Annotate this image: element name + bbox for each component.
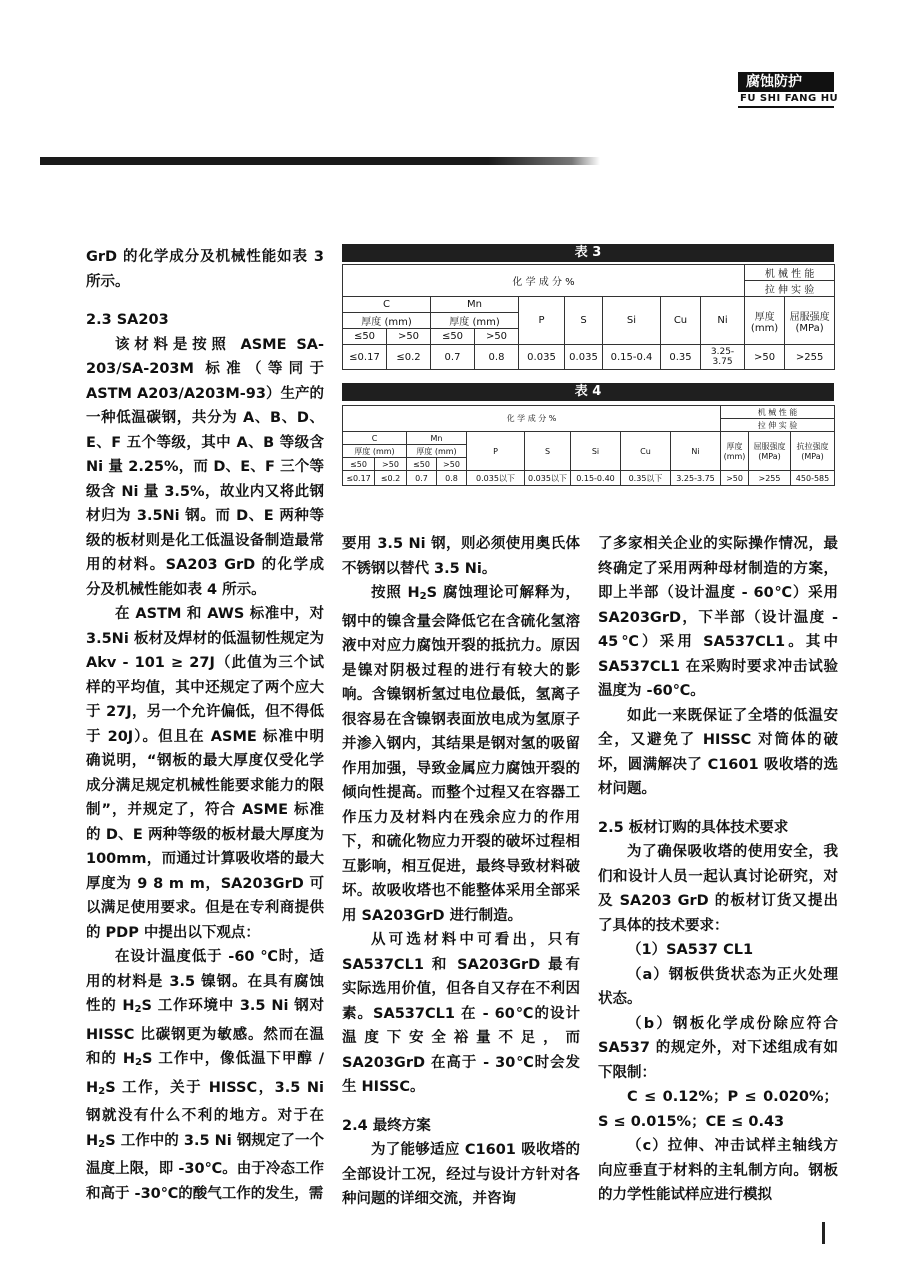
table-cell: >255 [749, 471, 791, 486]
table-row [343, 345, 835, 370]
table-header: Ni [671, 432, 721, 471]
table-cell: >50 [721, 471, 749, 486]
table-cell: 0.15-0.4 [603, 345, 661, 370]
paragraph: 如此一来既保证了全塔的低温安全，又避免了 HISSC 对筒体的破坏，圆满解决了 C1601 吸收塔的选材问题。 [598, 707, 838, 797]
table-header: >50 [475, 329, 519, 345]
table-3-title: 表 3 [342, 244, 834, 262]
table-4-title: 表 4 [342, 383, 834, 401]
table-cell: 0.035以下 [467, 471, 525, 486]
table-header: 厚度 (mm) [431, 313, 519, 329]
header-rule [40, 157, 600, 165]
section-heading-2-4: 2.4 最终方案 [342, 1117, 431, 1134]
section-heading-2-3: 2.3 SA203 [86, 312, 169, 328]
paragraph: 在 ASTM 和 AWS 标准中，对 3.5Ni 板材及焊材的低温韧性规定为 Akv - 101 ≥ 27J（此值为三个试样的平均值，其中还规定了两个应大于 27J，另一个允许偏低，但不得低于 20J）。但且在 ASME 标准中明确说明，“钢板的最大厚度仅受化学成分满足规定机械性能要求能力的限制”，并规定了，符合 ASME 标准的 D、E 两种等级的板材最大厚度为 100mm，而通过计算吸收塔的最大厚度为 9 8 m m，SA203GrD 可以满足使用要求。但是在专利商提供的 PDP 中提出以下观点： [86, 606, 324, 941]
table-cell: 3.25-3.75 [671, 471, 721, 486]
table-header: P [519, 297, 565, 345]
table-header: 拉 伸 实 验 [721, 419, 835, 432]
table-header: 拉 伸 实 验 [745, 281, 835, 297]
table-cell: ≤0.2 [375, 471, 407, 486]
table-header: 屈服强度 (MPa) [749, 432, 791, 471]
table-header: Si [603, 297, 661, 345]
table-header: Si [571, 432, 621, 471]
table-cell: 0.7 [431, 345, 475, 370]
table-cell: 0.035以下 [525, 471, 571, 486]
table-header: 厚度 (mm) [745, 297, 785, 345]
table-cell: 3.25-3.75 [701, 345, 745, 370]
table-header: >50 [437, 458, 467, 471]
column-left [86, 245, 324, 1206]
page-marker [822, 1222, 825, 1244]
table-cell: ≤0.2 [387, 345, 431, 370]
table-header: 抗拉强度 (MPa) [791, 432, 835, 471]
table-4 [342, 405, 835, 486]
paragraph: 从可选材料中可看出，只有 SA537CL1 和 SA203GrD 最有实际选用价值，但各自又存在不利因素。SA537CL1 在 - 60℃的设计温度下安全裕量不足，而 SA203GrD 在高于 - 30℃时会发生 HISSC。 [342, 932, 580, 1096]
table-header: 厚度 (mm) [343, 313, 431, 329]
column-right [598, 532, 838, 1208]
paragraph: （1）SA537 CL1 [627, 942, 754, 958]
table-cell: 0.35 [661, 345, 701, 370]
paragraph: （c）拉伸、冲击试样主轴线方向应垂直于材料的主轧制方向。钢板的力学性能试样应进行模拟 [598, 1138, 838, 1203]
section-heading-2-5: 2.5 板材订购的具体技术要求 [598, 819, 789, 836]
paragraph: GrD 的化学成分及机械性能如表 3 所示。 [86, 249, 324, 290]
table-cell: 0.8 [437, 471, 467, 486]
table-header: Mn [407, 432, 467, 445]
table-cell: 0.7 [407, 471, 437, 486]
table-cell: >50 [745, 345, 785, 370]
table-header: 屈服强度 (MPa) [785, 297, 835, 345]
table-header: Ni [701, 297, 745, 345]
paragraph: 在设计温度低于 -60 ℃时，适用的材料是 3.5 镍钢。在具有腐蚀性的 H2S 工作环境中 3.5 Ni 钢对 HISSC 比碳钢更为敏感。然而在温和的 H2S 工作中，像低温下甲醇 / H2S 工作，关于 HISSC，3.5 Ni 钢就没有什么不利的地方。对于在 H2S 工作中的 3.5 Ni 钢规定了一个温度上限，即 -30℃。由于冷态工作和高于 -30℃的酸气工作的发生，需 [86, 949, 324, 1202]
section-title-en: FU SHI FANG HU [740, 93, 839, 104]
paragraph: 要用 3.5 Ni 钢，则必须使用奥氏体不锈钢以替代 3.5 Ni。 [342, 536, 580, 577]
table-header: ≤50 [431, 329, 475, 345]
table-cell: 0.035 [565, 345, 603, 370]
section-title-cn: 腐蚀防护 [738, 72, 834, 92]
table-header: ≤50 [343, 329, 387, 345]
table-header: Mn [431, 297, 519, 313]
table-header: 厚度 (mm) [343, 445, 407, 458]
table-header: C [343, 297, 431, 313]
table-header: ≤50 [343, 458, 375, 471]
table-header: S [525, 432, 571, 471]
table-cell: ≤0.17 [343, 471, 375, 486]
paragraph: 为了确保吸收塔的使用安全，我们和设计人员一起认真讨论研究，对及 SA203 GrD 的板材订货又提出了具体的技术要求： [598, 844, 838, 934]
paragraph: C ≤ 0.12%；P ≤ 0.020%；S ≤ 0.015%；CE ≤ 0.43 [598, 1089, 838, 1130]
table-header: Cu [661, 297, 701, 345]
table-row [343, 471, 835, 486]
table-cell: 0.15-0.40 [571, 471, 621, 486]
table-header: S [565, 297, 603, 345]
table-cell: 0.035 [519, 345, 565, 370]
table-cell: ≤0.17 [343, 345, 387, 370]
table-cell: 0.35以下 [621, 471, 671, 486]
table-header: 化 学 成 分 % [343, 406, 721, 432]
table-cell: >255 [785, 345, 835, 370]
table-header: ≤50 [407, 458, 437, 471]
paragraph: 为了能够适应 C1601 吸收塔的全部设计工况，经过与设计方针对各种问题的详细交流，并咨询 [342, 1142, 580, 1208]
table-header: 厚度 (mm) [407, 445, 467, 458]
table-cell: 450-585 [791, 471, 835, 486]
paragraph: 了多家相关企业的实际操作情况，最终确定了采用两种母材制造的方案，即上半部（设计温度 - 60℃）采用 SA203GrD，下半部（设计温度 - 45℃）采用 SA537CL1。其中 SA537CL1 在采购时要求冲击试验温度为 -60℃。 [598, 536, 838, 699]
column-middle [342, 532, 580, 1212]
paragraph: 该材料是按照 ASME SA-203/SA-203M 标准（等同于 ASTM A203/A203M-93）生产的一种低温碳钢，共分为 A、B、D、E、F 五个等级，其中 A、B 等级含 Ni 量 2.25%，而 D、E、F 三个等级含 Ni 量 3.5%，故业内又将此钢材归为 3.5Ni 钢。而 D、E 两种等级的板材则是化工低温设备制造最常用的材料。SA203 GrD 的化学成分及机械性能如表 4 所示。 [86, 336, 324, 598]
table-cell: 0.8 [475, 345, 519, 370]
table-header: 机 械 性 能 [721, 406, 835, 419]
paragraph: （a）钢板供货状态为正火处理状态。 [598, 966, 838, 1007]
table-header: P [467, 432, 525, 471]
table-header: 机 械 性 能 [745, 265, 835, 281]
paragraph: （b）钢板化学成份除应符合 SA537 的规定外，对下述组成有如下限制： [598, 1015, 838, 1081]
table-3 [342, 264, 835, 370]
paragraph: 按照 H2S 腐蚀理论可解释为，钢中的镍含量会降低它在含硫化氢溶液中对应力腐蚀开裂的抵抗力。原因是镍对阴极过程的进行有较大的影响。含镍钢析氢过电位最低，氢离子很容易在含镍钢表面放电成为氢原子并渗入钢内，其结果是钢对氢的吸留作用加强，导致金属应力腐蚀开裂的倾向性提高。而整个过程又在容器工作压力及材料内在残余应力的作用下，和硫化物应力开裂的破坏过程相互影响，相互促进，最终导致材料破坏。故吸收塔也不能整体采用全部采用 SA203GrD 进行制造。 [342, 585, 580, 924]
table-header: C [343, 432, 407, 445]
table-header: Cu [621, 432, 671, 471]
table-header: 厚度 (mm) [721, 432, 749, 471]
table-header: >50 [387, 329, 431, 345]
table-header: >50 [375, 458, 407, 471]
table-header: 化 学 成 分 % [343, 265, 745, 297]
